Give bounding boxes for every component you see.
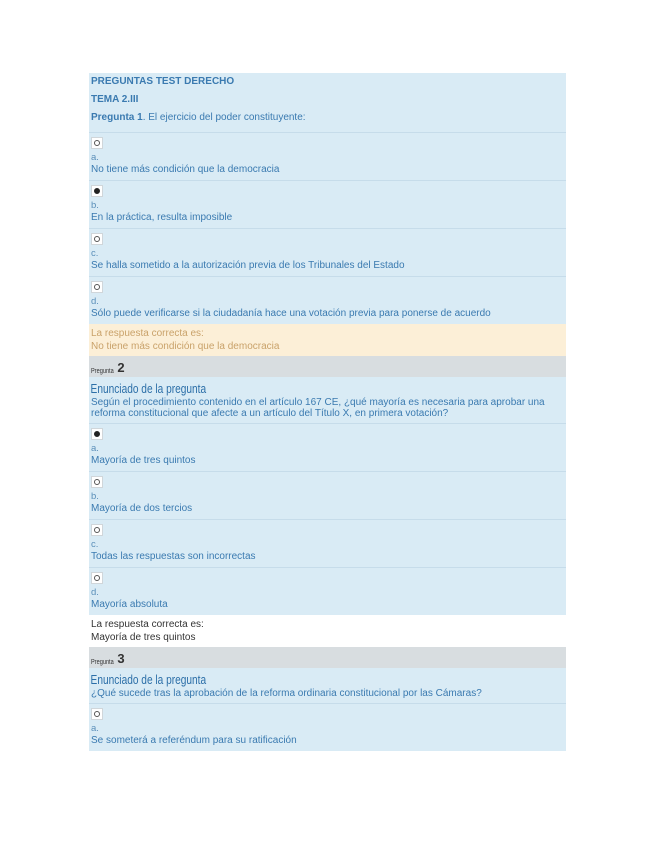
option-1a[interactable] <box>89 132 566 180</box>
option-letter: a. <box>91 443 99 454</box>
correct-answer-text: Mayoría de tres quintos <box>91 632 196 643</box>
option-1d[interactable] <box>89 276 566 324</box>
question-1-block <box>89 73 566 324</box>
option-letter: c. <box>91 539 99 550</box>
option-letter: a. <box>91 152 99 163</box>
radio-button[interactable] <box>91 708 103 720</box>
option-2c[interactable] <box>89 519 566 567</box>
option-1c[interactable] <box>89 228 566 276</box>
enunciado-heading: Enunciado de la pregunta <box>90 672 207 687</box>
correct-answer-label: La respuesta correcta es: <box>91 328 204 339</box>
question-2-feedback <box>89 615 566 647</box>
option-text: Todas las respuestas son incorrectas <box>91 551 256 562</box>
option-letter: c. <box>91 248 99 259</box>
radio-button[interactable] <box>91 233 103 245</box>
option-letter: b. <box>91 200 99 211</box>
radio-button[interactable] <box>91 281 103 293</box>
document-page <box>89 73 566 751</box>
question-1-label: Pregunta 1 <box>91 112 143 123</box>
enunciado-heading: Enunciado de la pregunta <box>90 381 207 396</box>
question-3-header <box>89 647 566 668</box>
question-1-feedback <box>89 324 566 356</box>
option-1b[interactable] <box>89 180 566 228</box>
question-2-header <box>89 356 566 377</box>
question-1-text <box>89 109 566 132</box>
document-title: PREGUNTAS TEST DERECHO <box>91 76 235 87</box>
option-text: Mayoría de dos tercios <box>91 503 193 514</box>
enunciado-text: ¿Qué sucede tras la aprobación de la reforma ordinaria constitucional por las Cámaras? <box>91 688 482 699</box>
option-text: No tiene más condición que la democracia <box>91 164 280 175</box>
correct-answer-label: La respuesta correcta es: <box>91 619 204 630</box>
option-2d[interactable] <box>89 567 566 615</box>
option-letter: d. <box>91 587 99 598</box>
radio-button[interactable] <box>91 476 103 488</box>
question-2-block <box>89 377 566 615</box>
radio-button[interactable] <box>91 524 103 536</box>
question-word: Pregunta <box>91 368 114 375</box>
question-3-block <box>89 668 566 751</box>
option-letter: a. <box>91 723 99 734</box>
enunciado-text: Según el procedimiento contenido en el artículo 167 CE, ¿qué mayoría es necesaria para aprobar una reforma constitucional que afecte a un artículo del Título X, en primera votación? <box>91 397 545 419</box>
question-number: 3 <box>117 651 125 666</box>
radio-button-selected[interactable] <box>91 185 103 197</box>
option-text: Se someterá a referéndum para su ratificación <box>91 735 297 746</box>
correct-answer-text: No tiene más condición que la democracia <box>91 341 280 352</box>
question-1-prompt: . El ejercicio del poder constituyente: <box>142 112 306 123</box>
option-text: Mayoría absoluta <box>91 599 168 610</box>
option-3a[interactable] <box>89 703 566 751</box>
option-2a[interactable] <box>89 423 566 471</box>
option-text: Se halla sometido a la autorización previa de los Tribunales del Estado <box>91 260 405 271</box>
option-text: Mayoría de tres quintos <box>91 455 196 466</box>
option-text: En la práctica, resulta imposible <box>91 212 233 223</box>
radio-button[interactable] <box>91 137 103 149</box>
document-subtitle: TEMA 2.III <box>91 94 139 105</box>
option-text: Sólo puede verificarse si la ciudadanía hace una votación previa para ponerse de acuerdo <box>91 308 491 319</box>
option-letter: b. <box>91 491 99 502</box>
question-word: Pregunta <box>91 659 114 666</box>
radio-button[interactable] <box>91 572 103 584</box>
question-number: 2 <box>117 360 125 375</box>
option-letter: d. <box>91 296 99 307</box>
radio-button-selected[interactable] <box>91 428 103 440</box>
option-2b[interactable] <box>89 471 566 519</box>
